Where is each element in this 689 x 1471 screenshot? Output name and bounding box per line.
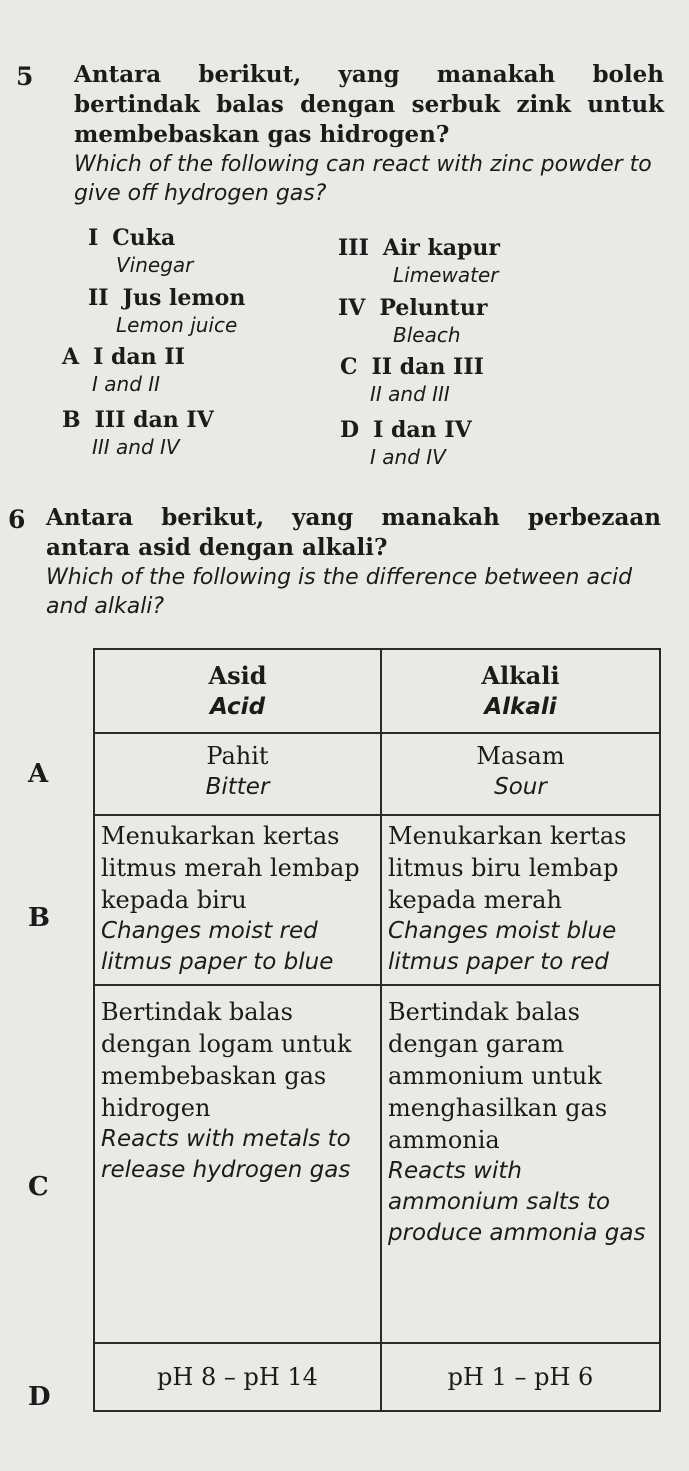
q5-option-label: B: [62, 407, 81, 433]
q5-option-ms: I dan II: [93, 344, 185, 370]
header-acid: [94, 649, 381, 733]
row-a-label[interactable]: A: [28, 759, 49, 789]
row-b-acid-ms: Menukarkan kertas litmus merah lembap kepada biru: [101, 822, 360, 914]
question-5-number: 5: [16, 62, 34, 91]
header-acid-ms: Asid: [208, 661, 267, 690]
q5-option-en: I and II: [92, 372, 161, 396]
question-6-number: 6: [8, 505, 26, 534]
question-5-stem: [74, 60, 664, 208]
row-c-acid: [94, 985, 381, 1343]
q5-option-ms: II dan III: [371, 354, 484, 380]
q5-option-en: III and IV: [92, 435, 180, 459]
row-b-alkali-en: Changes moist blue litmus paper to red: [388, 918, 617, 975]
row-b-alkali-ms: Menukarkan kertas litmus biru lembap kepada merah: [388, 822, 627, 914]
row-d-acid: [94, 1343, 381, 1411]
q5-item-ms: Cuka: [112, 225, 176, 251]
row-c-acid-en: Reacts with metals to release hydrogen gas: [101, 1126, 351, 1183]
q5-option-d[interactable]: [340, 416, 472, 470]
header-acid-en: Acid: [209, 694, 266, 720]
row-d-label[interactable]: D: [28, 1382, 51, 1412]
row-c-alkali: [381, 985, 660, 1343]
row-a-alkali-ms: Masam: [476, 742, 565, 770]
q5-item-en: Lemon juice: [116, 313, 238, 337]
question-5-text-en: Which of the following can react with zinc powder to give off hydrogen gas?: [74, 152, 652, 206]
header-alkali: [381, 649, 660, 733]
row-d-alkali-ms: pH 1 – pH 6: [447, 1363, 594, 1391]
question-6-text-en: Which of the following is the difference between acid and alkali?: [46, 565, 633, 619]
row-b-alkali: [381, 815, 660, 985]
acid-alkali-table: [93, 648, 661, 1412]
q5-item-ii: [88, 284, 245, 338]
q5-item-ms: Air kapur: [382, 235, 501, 261]
q5-item-en: Limewater: [393, 263, 499, 287]
table-row[interactable]: [94, 985, 660, 1343]
q5-option-en: II and III: [370, 382, 450, 406]
q5-item-label: IV: [338, 295, 366, 321]
q5-option-ms: III dan IV: [94, 407, 214, 433]
row-d-alkali: [381, 1343, 660, 1411]
q5-option-a[interactable]: [62, 343, 185, 397]
q5-item-ms: Jus lemon: [122, 285, 246, 311]
table-row[interactable]: [94, 733, 660, 815]
row-a-alkali-en: Sour: [494, 774, 547, 800]
row-a-acid-ms: Pahit: [206, 742, 269, 770]
row-b-acid: [94, 815, 381, 985]
row-b-acid-en: Changes moist red litmus paper to blue: [101, 918, 334, 975]
q5-item-label: III: [338, 235, 369, 261]
q5-option-c[interactable]: [340, 353, 484, 407]
q5-item-i: [88, 224, 193, 278]
q5-option-b[interactable]: [62, 406, 214, 460]
q5-item-iii: [338, 234, 500, 288]
q5-item-label: II: [88, 285, 109, 311]
question-6-stem: [46, 503, 661, 621]
row-d-acid-ms: pH 8 – pH 14: [157, 1363, 318, 1391]
q5-option-ms: I dan IV: [373, 417, 472, 443]
row-c-alkali-ms: Bertindak balas dengan garam ammonium untuk menghasilkan gas ammonia: [388, 998, 608, 1154]
question-6-text-ms: Antara berikut, yang manakah perbezaan antara asid dengan alkali?: [46, 504, 661, 561]
header-alkali-en: Alkali: [484, 694, 557, 720]
q5-option-en: I and IV: [370, 445, 446, 469]
q5-item-label: I: [88, 225, 99, 251]
table-header-row: [94, 649, 660, 733]
q5-item-iv: [338, 294, 487, 348]
table-row[interactable]: [94, 1343, 660, 1411]
row-b-label[interactable]: B: [28, 903, 50, 933]
row-c-label[interactable]: C: [28, 1172, 49, 1202]
q5-option-label: C: [340, 354, 358, 380]
q5-option-label: D: [340, 417, 360, 443]
q5-option-label: A: [62, 344, 80, 370]
row-a-acid: [94, 733, 381, 815]
row-a-acid-en: Bitter: [205, 774, 270, 800]
row-a-alkali: [381, 733, 660, 815]
header-alkali-ms: Alkali: [481, 661, 560, 690]
q5-item-ms: Peluntur: [379, 295, 488, 321]
q5-item-en: Vinegar: [116, 253, 194, 277]
q5-item-en: Bleach: [393, 323, 461, 347]
row-c-alkali-en: Reacts with ammonium salts to produce ammonia gas: [388, 1158, 646, 1246]
row-c-acid-ms: Bertindak balas dengan logam untuk membebaskan gas hidrogen: [101, 998, 352, 1122]
table-row[interactable]: [94, 815, 660, 985]
question-5-text-ms: Antara berikut, yang manakah boleh bertindak balas dengan serbuk zink untuk membebaskan gas hidrogen?: [74, 61, 664, 148]
